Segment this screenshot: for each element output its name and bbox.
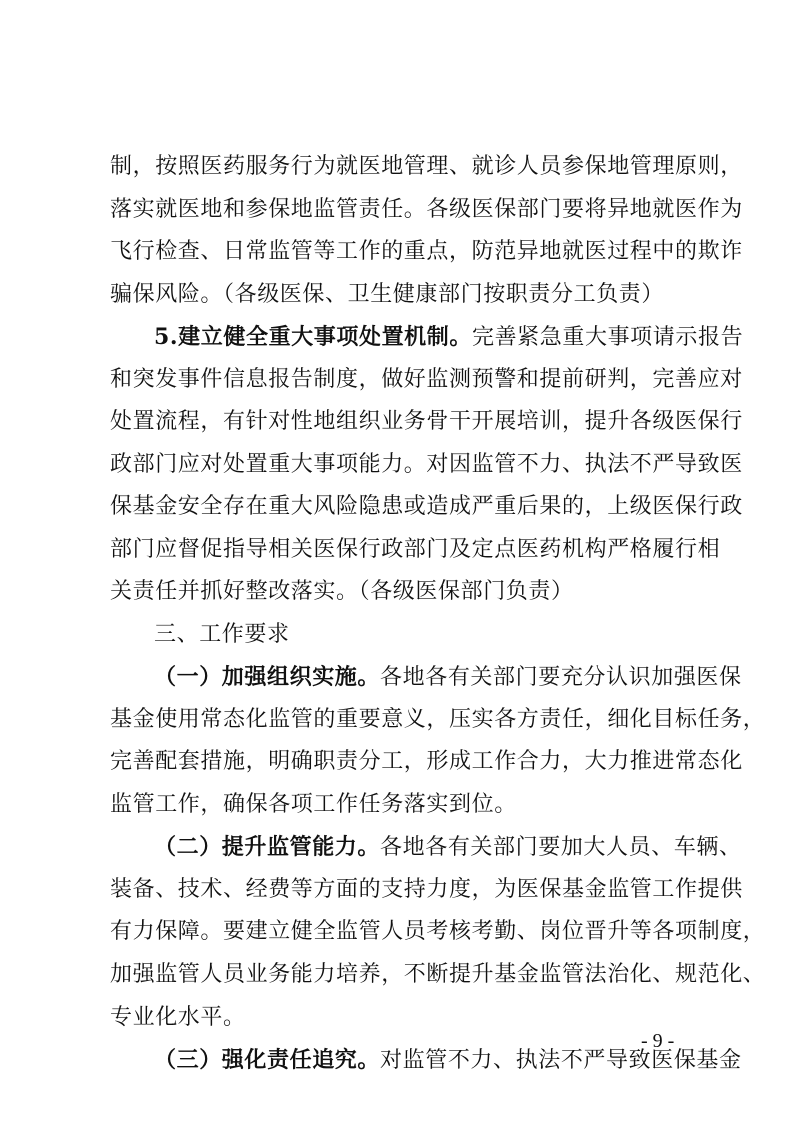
- paragraph-2-line-3: 处置流程，有针对性地组织业务骨干开展培训，提升各级医保行: [110, 409, 743, 434]
- paragraph-2-line-2: 和突发事件信息报告制度，做好监测预警和提前研判，完善应对: [110, 367, 743, 392]
- paragraph-1-line-1: 制，按照医药服务行为就医地管理、就诊人员参保地管理原则，: [110, 154, 743, 179]
- paragraph-4-first-line-text: 各地各有关部门要加大人员、车辆、: [380, 835, 742, 860]
- paragraph-1-line-4: 骗保风险。（各级医保、卫生健康部门按职责分工负责）: [110, 282, 665, 307]
- item-1-title: （一）加强组织实施。: [154, 664, 381, 690]
- section-heading: 三、工作要求: [154, 622, 290, 647]
- paragraph-5-first-line: [154, 1045, 742, 1075]
- paragraph-4-line-5: 专业化水平。: [110, 1005, 246, 1030]
- paragraph-3-line-3: 完善配套措施，明确职责分工，形成工作合力，大力推进常态化: [110, 749, 743, 774]
- paragraph-1-line-3: 飞行检查、日常监管等工作的重点，防范异地就医过程中的欺诈: [110, 239, 743, 264]
- paragraph-4-line-4: 加强监管人员业务能力培养，不断提升基金监管法治化、规范化、: [110, 962, 766, 987]
- paragraph-5-first-line-text: 对监管不力、执法不严导致医保基金: [380, 1048, 742, 1073]
- paragraph-1-line-2: 落实就医地和参保地监管责任。各级医保部门要将异地就医作为: [110, 197, 743, 222]
- paragraph-3-line-2: 基金使用常态化监管的重要意义，压实各方责任，细化目标任务，: [110, 707, 766, 732]
- paragraph-4-line-3: 有力保障。要建立健全监管人员考核考勤、岗位晋升等各项制度，: [110, 919, 766, 944]
- paragraph-2-first-line-text: 完善紧急重大事项请示报告: [471, 325, 744, 350]
- page-number: - 9 -: [641, 1030, 675, 1052]
- paragraph-2-line-7: 关责任并抓好整改落实。（各级医保部门负责）: [110, 579, 574, 604]
- paragraph-3-first-line: [154, 662, 742, 692]
- paragraph-2-line-5: 保基金安全存在重大风险隐患或造成严重后果的，上级医保行政: [110, 494, 743, 519]
- item-2-title: （二）提升监管能力。: [154, 834, 381, 860]
- paragraph-2-first-line: [154, 322, 744, 352]
- paragraph-4-first-line: [154, 832, 742, 862]
- paragraph-3-first-line-text: 各地各有关部门要充分认识加强医保: [380, 665, 742, 690]
- item-5-title: 5.建立健全重大事项处置机制。: [154, 324, 472, 350]
- paragraph-2-line-4: 政部门应对处置重大事项能力。对因监管不力、执法不严导致医: [110, 452, 743, 477]
- item-3-title: （三）强化责任追究。: [154, 1047, 381, 1073]
- paragraph-4-line-2: 装备、技术、经费等方面的支持力度，为医保基金监管工作提供: [110, 877, 743, 902]
- paragraph-2-line-6: 部门应督促指导相关医保行政部门及定点医药机构严格履行相: [110, 537, 721, 562]
- paragraph-3-line-4: 监管工作，确保各项工作任务落实到位。: [110, 792, 517, 817]
